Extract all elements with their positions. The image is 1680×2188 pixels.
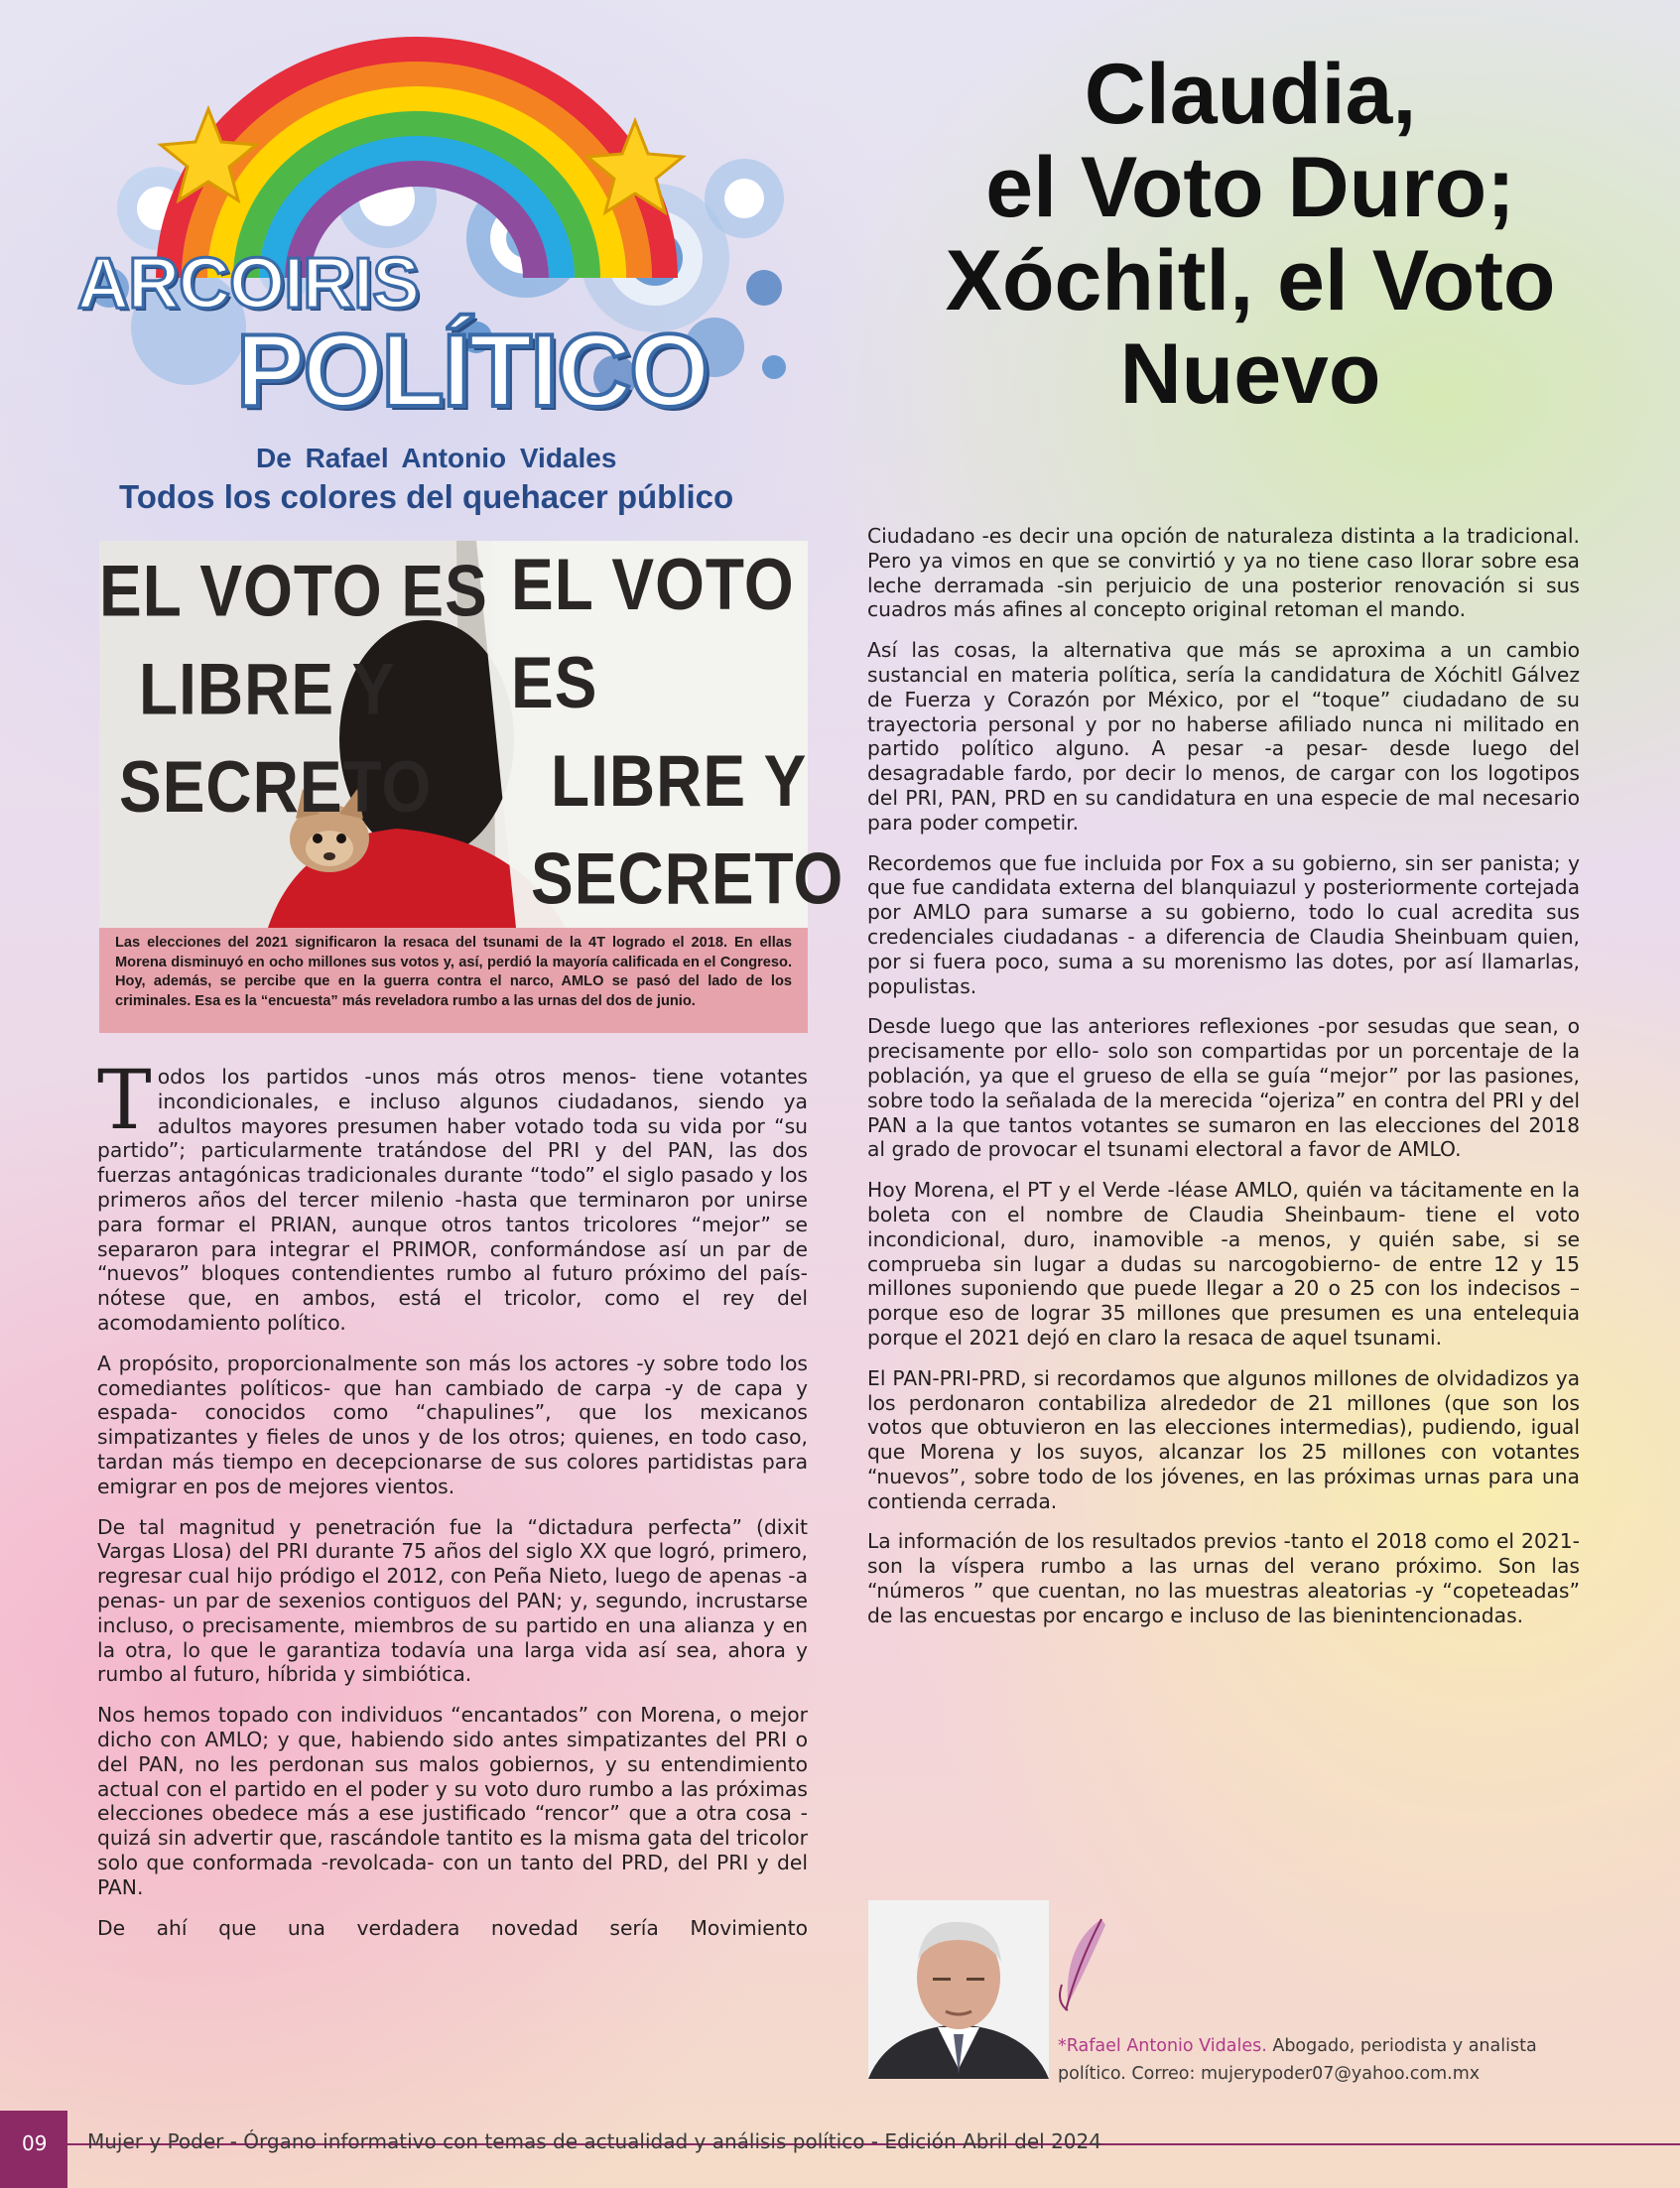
author-description: Abogado, periodista y analista político. Correo: mujerypoder07@yahoo.com.mx bbox=[1058, 2036, 1537, 2084]
article-paragraph: Así las cosas, la alternativa que más se aproxima a un cambio sustancial en materia política, sería la candidatura de Xóchitl Gálvez de Fuerza y Corazón por México, por el “toque” ciudadano de su trayectoria personal y por no haberse afiliado nunca ni militado en partido político alguno. A pesar -a pesar- desde luego del desagradable fardo, por decir lo menos, de cargar con los logotipos del PRI, PAN, PRD en su candidatura en una especie de mal necesario para poder competir. bbox=[867, 638, 1580, 835]
tagline: Todos los colores del quehacer público bbox=[119, 478, 734, 515]
section-logo bbox=[60, 30, 814, 447]
quill-icon bbox=[1054, 1915, 1113, 2014]
sign-left bbox=[99, 542, 488, 837]
article-paragraph: Ciudadano -es decir una opción de naturaleza distinta a la tradicional. Pero ya vimos en que se convirtió y ya no tiene caso llorar sobre esa leche derramada -sin perjuicio de una posterior renovación si sus cuadros más afines al concepto original retoman el mando. bbox=[867, 524, 1580, 622]
article-paragraph: Nos hemos topado con individuos “encantados” con Morena, o mejor dicho con AMLO; y que, habiendo sido antes simpatizantes del PRI o del PAN, no les perdonan sus malos gobiernos, y su entendimiento actual con el partido en el poder y su voto duro rumbo a las próximas elecciones obedece más a ese justificado “rencor” que a otra cosa -quizá sin advertir que, rascándole tantito es la misma gata del tricolor solo que conformada -revolcada- con un tanto del PRD, del PRI y del PAN. bbox=[97, 1703, 808, 1899]
author-note bbox=[1058, 2032, 1594, 2088]
sign-right bbox=[511, 535, 843, 928]
article-paragraph: Desde luego que las anteriores reflexiones -por sesudas que sean, o precisamente por ello- solo son compartidas por un porcentaje de la población, ya que el grueso de ella se guía “mejor” por las pasiones, sobre todo la señalada de la merecida “ojeriza” en contra del PRI y del PAN a la que tantos votantes se sumaron en las elecciones del 2018 al grado de provocar el tsunami electoral a favor de AMLO. bbox=[867, 1014, 1580, 1162]
sign-left-line: LIBRE Y bbox=[139, 647, 396, 730]
photo-caption: Las elecciones del 2021 significaron la resaca del tsunami de la 4T logrado el 2018. En ellas Morena disminuyó en ocho millones sus votos y, así, perdió la mayoría calificada en el Congreso. Hoy, además, se percibe que en la guerra contra el narco, AMLO se pasó del lado de los criminales. Esa es la “encuesta” más reveladora rumbo a las urnas del dos de junio. bbox=[99, 928, 808, 1033]
article-paragraph: A propósito, proporcionalmente son más los actores -y sobre todo los comediantes políticos- que han cambiado de carpa -y de capa y espada- conocidos como “chapulines”, que los mexicanos simpatizantes y fieles de unos y de los otros; quienes, en todo caso, tardan más tiempo en decepcionarse de sus colores partidistas para emigrar en pos de mejores vientos. bbox=[97, 1351, 808, 1498]
headline-line: Xóchitl, el Voto bbox=[945, 233, 1556, 328]
headline-line: Claudia, bbox=[1084, 47, 1417, 142]
author-photo bbox=[868, 1900, 1049, 2079]
author-portrait bbox=[868, 1900, 1049, 2079]
article-paragraph: La información de los resultados previos -tanto el 2018 como el 2021- son la víspera rumbo a las urnas del verano próximo. Son las “números ” que cuentan, no las muestras aleatorias -y “copeteadas” de las encuestas por encargo e incluso de las bienintencionadas. bbox=[867, 1529, 1580, 1627]
article-left-column bbox=[97, 1054, 808, 1956]
article-paragraph bbox=[97, 1054, 808, 1336]
article-right-column bbox=[867, 524, 1580, 1644]
paragraph-text: odos los partidos -unos más otros menos- tiene votantes incondicionales, e incluso algunos ciudadanos, siendo ya adultos mayores presumen haber votado toda su vida por “su partido”; particularmente tratándose del PRI y del PAN, las dos fuerzas antagónicas tradicionales durante “todo” el siglo pasado y los primeros años del tercer milenio -hasta que terminaron por unirse para formar el PRIAN, aunque otros tantos tricolores “mejor” se separaron para integrar el PRIMOR, conformándose así un par de “nuevos” bloques contendientes rumbo al futuro próximo del país- nótese que, en ambos, está el tricolor, como el rey del acomodamiento político. bbox=[97, 1065, 808, 1335]
logo-word-politico: POLÍTICO bbox=[236, 314, 709, 429]
voting-booth-photo bbox=[99, 541, 844, 928]
byline: De Rafael Antonio Vidales bbox=[256, 443, 617, 473]
page-number: 09 bbox=[22, 2131, 48, 2155]
sign-left-line: SECRETO bbox=[119, 745, 433, 829]
article-paragraph: El PAN-PRI-PRD, si recordamos que algunos millones de olvidadizos ya los perdonaron contabiliza alrededor de 21 millones (que son los votos que obtuvieron en las elecciones intermedias), pudiendo, igual que Morena y los suyos, alcanzar los 25 millones con votantes “nuevos”, sobre todo de los jóvenes, en las próximas urnas para una contienda cerrada. bbox=[867, 1365, 1580, 1513]
headline-line: Nuevo bbox=[1119, 326, 1381, 422]
dropcap: T bbox=[97, 1054, 152, 1148]
sign-right-line: EL VOTO ES bbox=[511, 543, 795, 723]
article-paragraph: De tal magnitud y penetración fue la “dictadura perfecta” (dixit Vargas Llosa) del PRI durante 75 años del siglo XX que logró, primero, regresar cual hijo pródigo el 2012, con Peña Nieto, luego de apenas -a penas- un par de sexenios contiguos del PAN; y, segundo, incrustarse incluso, o precisamente, miembros de su partido en una alianza y en la otra, lo que le garantiza todavía una larga vida así sea, ahora y rumbo al futuro, híbrida y simbiótica. bbox=[97, 1514, 808, 1687]
sign-right-line: SECRETO bbox=[531, 837, 844, 920]
sign-left-line: EL VOTO ES bbox=[99, 549, 488, 632]
article-paragraph: Recordemos que fue incluida por Fox a su gobierno, sin ser panista; y que fue candidata externa del blanquiazul y posteriormente cortejada por AMLO para sumarse a su gobierno, todo lo cual acredita sus credenciales ciudadanas - a diferencia de Claudia Sheinbuam quien, por si fuera poco, suma a su morenismo las dotes, por así llamarlas, populistas. bbox=[867, 850, 1580, 998]
headline bbox=[843, 48, 1657, 421]
author-name: *Rafael Antonio Vidales. bbox=[1058, 2036, 1267, 2056]
article-paragraph: De ahí que una verdadera novedad sería Movimiento bbox=[97, 1915, 808, 1940]
logo-word-arcoiris: ARCOIRIS bbox=[77, 244, 420, 323]
article-paragraph: Hoy Morena, el PT y el Verde -léase AMLO, quién va tácitamente en la boleta con el nombre de Claudia Sheinbaum- tiene el voto incondicional, duro, inamovible -a menos, y quién sabe, si se comprueba sin lugar a dudas su narcogobierno- de entre 12 y 15 millones suponiendo que puede llegar a 20 o 25 con los indecisos – porque eso de lograr 35 millones que presumen es una entelequia porque el 2021 dejó en claro la resaca de aquel tsunami. bbox=[867, 1178, 1580, 1350]
footer-text: Mujer y Poder - Órgano informativo con temas de actualidad y análisis político - Edición Abril del 2024 bbox=[87, 2129, 1101, 2153]
sign-right-line: LIBRE Y bbox=[551, 739, 808, 822]
headline-line: el Voto Duro; bbox=[985, 140, 1515, 235]
